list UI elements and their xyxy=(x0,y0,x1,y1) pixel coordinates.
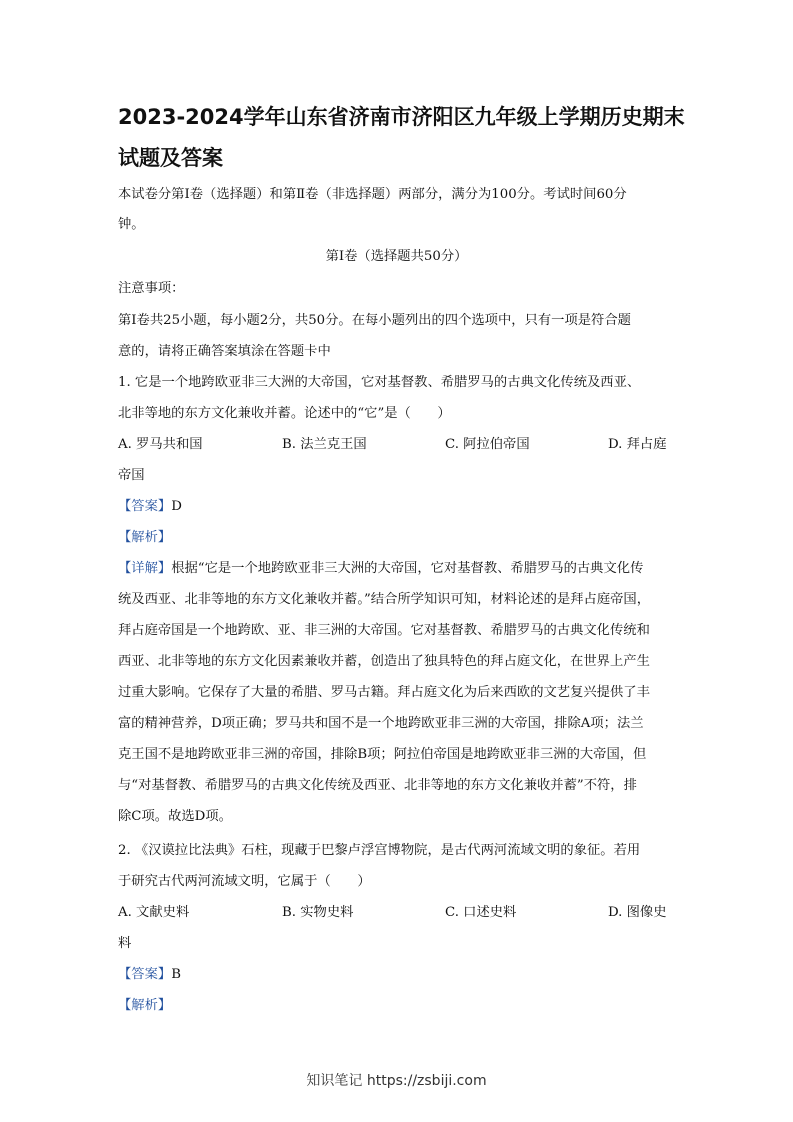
q2-stem-line2: 于研究古代两河流域文明，它属于（ ） xyxy=(118,874,371,889)
q2-option-d-continued: 料 xyxy=(118,936,132,951)
q2-answer-tag: 【答案】 xyxy=(118,967,172,982)
q1-detail-line5: 过重大影响。它保存了大量的希腊、罗马古籍。拜占庭文化为后来西欧的文艺复兴提供了丰 xyxy=(118,685,650,700)
q2-answer xyxy=(118,966,181,984)
q1-stem-line2: 北非等地的东方文化兼收并蓄。论述中的“它”是（ ） xyxy=(118,406,451,421)
q1-option-d-continued: 帝国 xyxy=(118,468,145,483)
intro-line2: 钟。 xyxy=(118,217,145,232)
q1-answer-value: D xyxy=(171,499,182,514)
footer-watermark: 知识笔记 https://zsbiji.com xyxy=(306,1073,487,1089)
notice-line2: 意的，请将正确答案填涂在答题卡中 xyxy=(118,344,331,359)
notice-label: 注意事项： xyxy=(118,281,185,296)
q1-analysis-tag: 【解析】 xyxy=(118,530,172,545)
q1-option-c: C. 阿拉伯帝国 xyxy=(445,437,530,452)
document-title-line2: 试题及答案 xyxy=(118,146,223,170)
q1-answer-tag: 【答案】 xyxy=(118,499,172,514)
q2-option-c: C. 口述史料 xyxy=(445,905,517,920)
q1-detail-tag: 【详解】 xyxy=(118,561,172,576)
q2-stem-line1: 2. 《汉谟拉比法典》石柱，现藏于巴黎卢浮宫博物院，是古代两河流域文明的象征。若用 xyxy=(118,843,641,858)
q1-detail-line4: 西亚、北非等地的东方文化因素兼收并蓄，创造出了独具特色的拜占庭文化，在世界上产生 xyxy=(118,654,650,669)
q1-option-a: A. 罗马共和国 xyxy=(118,437,203,452)
q2-analysis-tag: 【解析】 xyxy=(118,998,172,1013)
q1-detail-line1 xyxy=(118,560,643,578)
q2-option-d: D. 图像史 xyxy=(608,905,667,920)
q1-detail-line3: 拜占庭帝国是一个地跨欧、亚、非三洲的大帝国。它对基督教、希腊罗马的古典文化传统和 xyxy=(118,623,650,638)
q2-option-b: B. 实物史料 xyxy=(282,905,354,920)
intro-line1: 本试卷分第Ⅰ卷（选择题）和第Ⅱ卷（非选择题）两部分，满分为100分。考试时间60分 xyxy=(118,187,627,202)
section-heading: 第Ⅰ卷（选择题共50分） xyxy=(325,249,468,264)
q2-answer-value: B xyxy=(171,967,181,982)
q1-stem-line1: 1. 它是一个地跨欧亚非三大洲的大帝国，它对基督教、希腊罗马的古典文化传统及西亚、 xyxy=(118,375,641,390)
q1-detail-line7: 克王国不是地跨欧亚非三洲的帝国，排除B项；阿拉伯帝国是地跨欧亚非三洲的大帝国，但 xyxy=(118,747,647,762)
q1-detail-line9: 除C项。故选D项。 xyxy=(118,809,232,824)
q1-option-d: D. 拜占庭 xyxy=(608,437,667,452)
notice-line1: 第Ⅰ卷共25小题，每小题2分，共50分。在每小题列出的四个选项中，只有一项是符合题 xyxy=(118,313,631,328)
q1-detail-line6: 富的精神营养，D项正确；罗马共和国不是一个地跨欧亚非三洲的大帝国，排除A项；法兰 xyxy=(118,716,644,731)
q1-detail-line2: 统及西亚、北非等地的东方文化兼收并蓄。”结合所学知识可知，材料论述的是拜占庭帝国， xyxy=(118,592,651,607)
q1-detail-text: 根据“它是一个地跨欧亚非三大洲的大帝国，它对基督教、希腊罗马的古典文化传 xyxy=(171,561,644,576)
q1-option-b: B. 法兰克王国 xyxy=(282,437,367,452)
q1-detail-line8: 与“对基督教、希腊罗马的古典文化传统及西亚、北非等地的东方文化兼收并蓄”不符，排 xyxy=(118,778,637,793)
q2-option-a: A. 文献史料 xyxy=(118,905,190,920)
q1-answer xyxy=(118,498,182,516)
document-title-line1: 2023-2024学年山东省济南市济阳区九年级上学期历史期末 xyxy=(118,105,685,129)
